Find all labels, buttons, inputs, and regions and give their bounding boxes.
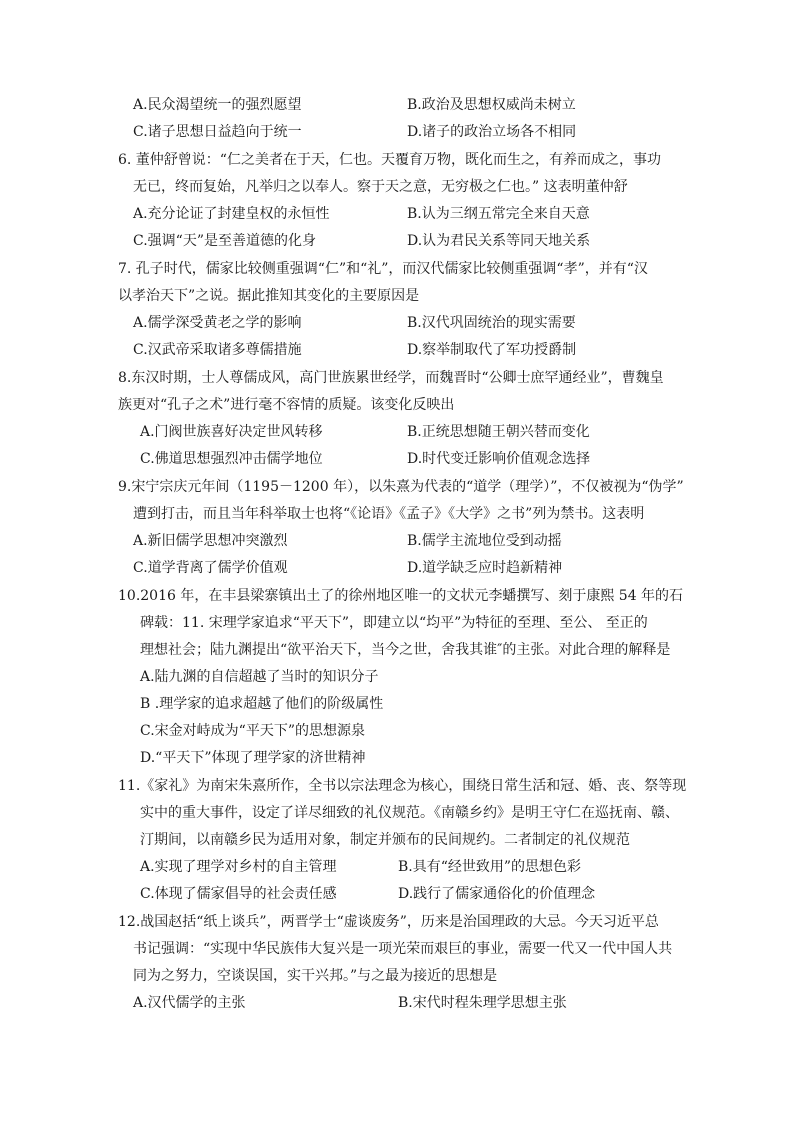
q8-stem-line-1: 8.东汉时期，士人尊儒成风，高门世族累世经学，而魏晋时“公卿士庶罕通经业”，曹魏皇	[118, 370, 664, 386]
q10-stem-line-2: 碑载：11. 宋理学家追求“平天下”，即建立以“均平”为特征的至理、至公、 至正的	[140, 615, 648, 631]
q10-option-d: D.“平天下”体现了理学家的济世精神	[140, 750, 366, 766]
q8-stem-line-2: 族更对“孔子之术”进行毫不容情的质疑。该变化反映出	[118, 397, 455, 413]
q11-option-b: B.具有“经世致用”的思想色彩	[398, 859, 582, 875]
q7-option-a: A.儒学深受黄老之学的影响	[133, 315, 302, 331]
q10-stem-line-1: 10.2016 年，在丰县梁寨镇出土了的徐州地区唯一的文状元李蟠撰写、刻于康熙 54 年的石	[118, 588, 684, 604]
q6-stem-line-1: 6. 董仲舒曾说：“仁之美者在于天，仁也。天覆育万物，既化而生之，有养而成之，事功	[118, 152, 661, 168]
q10-option-a: A.陆九渊的自信超越了当时的知识分子	[140, 669, 379, 685]
q8-option-c: C.佛道思想强烈冲击儒学地位	[140, 451, 323, 467]
q5-option-b: B.政治及思想权威尚未树立	[407, 97, 576, 113]
q10-option-c: C.宋金对峙成为“平天下”的思想源泉	[140, 723, 365, 739]
q7-option-c: C.汉武帝采取诸多尊儒措施	[133, 342, 302, 358]
q9-option-d: D.道学缺乏应时趋新精神	[407, 560, 563, 576]
q6-option-b: B.认为三纲五常完全来自天意	[407, 206, 590, 222]
q11-stem-line-2: 实中的重大事件，设定了详尽细致的礼仪规范。《南赣乡约》是明王守仁在巡抚南、赣、	[140, 805, 679, 821]
q9-option-c: C.道学背离了儒学价值观	[133, 560, 288, 576]
q9-option-a: A.新旧儒学思想冲突激烈	[133, 533, 288, 549]
q5-option-a: A.民众渴望统一的强烈愿望	[133, 97, 302, 113]
q11-option-a: A.实现了理学对乡村的自主管理	[140, 859, 337, 875]
q12-stem-line-3: 同为之努力，空谈误国，实干兴邦。”与之最为接近的思想是	[133, 968, 498, 984]
q11-option-c: C.体现了儒家倡导的社会责任感	[140, 886, 337, 902]
q8-option-b: B.正统思想随王朝兴替而变化	[407, 424, 590, 440]
q12-stem-line-2: 书记强调：“实现中华民族伟大复兴是一项光荣而艰巨的事业，需要一代又一代中国人共	[133, 941, 673, 957]
q6-option-c: C.强调“天”是至善道德的化身	[133, 233, 316, 249]
q9-stem-line-1: 9.宋宁宗庆元年间（1195－1200 年），以朱熹为代表的“道学（理学）”，不仅被视为“伪学”	[118, 479, 684, 495]
q12-option-b: B.宋代时程朱理学思想主张	[398, 995, 567, 1011]
q8-option-d: D.时代变迁影响价值观念选择	[407, 451, 591, 467]
q11-stem-line-3: 汀期间，以南赣乡民为适用对象，制定并颁布的民间规约。二者制定的礼仪规范	[140, 832, 630, 848]
q10-stem-line-3: 理想社会；陆九渊提出“欲平治天下，当今之世，舍我其谁″的主张。对此合理的解释是	[140, 642, 671, 658]
q9-stem-line-2: 遭到打击，而且当年科举取士也将“《论语》《孟子》《大学》之书”列为禁书。这表明	[133, 506, 645, 522]
q11-stem-line-1: 11.《家礼》为南宋朱熹所作，全书以宗法理念为核心，围绕日常生活和冠、婚、丧、祭等现	[118, 778, 687, 794]
q7-option-d: D.察举制取代了军功授爵制	[407, 342, 577, 358]
q10-option-b: B .理学家的追求超越了他们的阶级属性	[140, 696, 384, 712]
q6-option-a: A.充分论证了封建皇权的永恒性	[133, 206, 330, 222]
q7-option-b: B.汉代巩固统治的现实需要	[407, 315, 576, 331]
q5-option-c: C.诸子思想日益趋向于统一	[133, 124, 302, 140]
q11-option-d: D.践行了儒家通俗化的价值理念	[398, 886, 596, 902]
q7-stem-line-2: 以孝治天下”之说。据此推知其变化的主要原因是	[118, 288, 420, 304]
q12-option-a: A.汉代儒学的主张	[133, 995, 246, 1011]
q6-stem-line-2: 无已，终而复始，凡举归之以奉人。察于天之意，无穷极之仁也。” 这表明董仲舒	[133, 179, 628, 195]
q12-stem-line-1: 12.战国赵括“纸上谈兵”，两晋学士“虚谈废务”，历来是治国理政的大忌。今天习近平总	[118, 914, 659, 930]
q8-option-a: A.门阀世族喜好决定世风转移	[140, 424, 323, 440]
q6-option-d: D.认为君民关系等同天地关系	[407, 233, 591, 249]
q5-option-d: D.诸子的政治立场各不相同	[407, 124, 577, 140]
q7-stem-line-1: 7. 孔子时代，儒家比较侧重强调“仁”和“礼”，而汉代儒家比较侧重强调“孝”，并有“汉	[118, 261, 648, 277]
q9-option-b: B.儒学主流地位受到动摇	[407, 533, 562, 549]
